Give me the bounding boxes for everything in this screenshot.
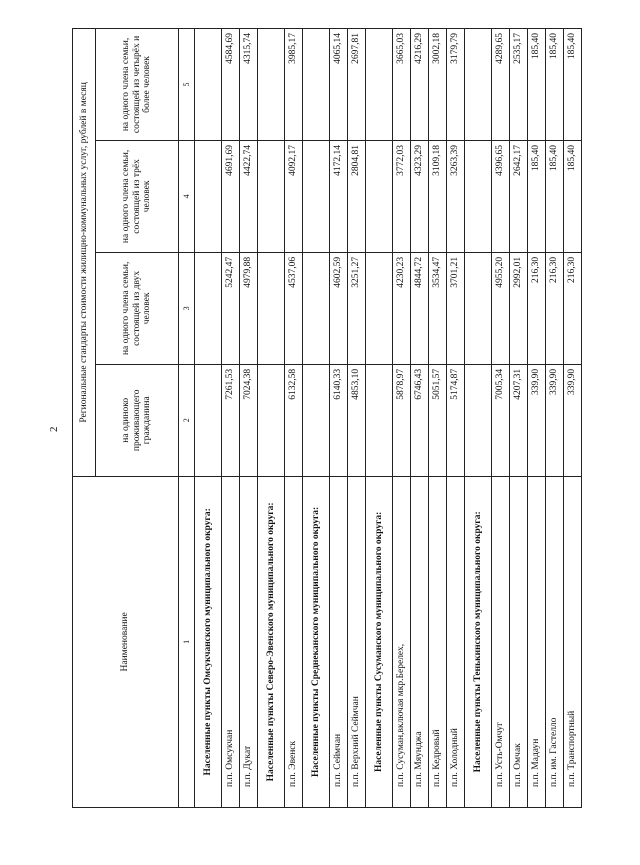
empty-cell (366, 252, 393, 364)
value-cell: 4853,10 (348, 364, 366, 476)
value-cell: 5051,57 (429, 364, 447, 476)
empty-cell (465, 364, 492, 476)
table-group-row (195, 29, 222, 808)
table-row (564, 29, 582, 808)
value-cell: 3665,03 (393, 29, 411, 141)
value-cell: 2642,17 (510, 140, 528, 252)
empty-cell (465, 29, 492, 141)
table-row (411, 29, 429, 808)
value-cell: 6140,33 (330, 364, 348, 476)
column-header-three: на одного члена семьи, состоящей из трёх человек (96, 140, 179, 252)
settlement-name: п.п. Омсукчан (222, 476, 240, 807)
value-cell: 216,30 (564, 252, 582, 364)
table-group-row (366, 29, 393, 808)
table-row (393, 29, 411, 808)
value-cell: 3179,79 (447, 29, 465, 141)
settlement-name: п.п. Дукат (240, 476, 258, 807)
value-cell: 4584,69 (222, 29, 240, 141)
value-cell: 2535,17 (510, 29, 528, 141)
settlement-name: п.п. Сеймчан (330, 476, 348, 807)
page-number: 2 (48, 426, 60, 432)
empty-cell (195, 364, 222, 476)
table-row (348, 29, 366, 808)
value-cell: 3701,21 (447, 252, 465, 364)
table-group-row (465, 29, 492, 808)
value-cell: 2992,01 (510, 252, 528, 364)
column-index: 2 (179, 364, 195, 476)
column-index: 4 (179, 140, 195, 252)
empty-cell (195, 140, 222, 252)
table-row (528, 29, 546, 808)
table-row (240, 29, 258, 808)
settlement-name: п.п. Транспортный (564, 476, 582, 807)
table-row (447, 29, 465, 808)
column-index: 5 (179, 29, 195, 141)
settlement-name: п.п. Омчак (510, 476, 528, 807)
rotated-table-wrapper (72, 28, 578, 808)
value-cell: 185,40 (546, 140, 564, 252)
value-cell: 3002,18 (429, 29, 447, 141)
table-row (546, 29, 564, 808)
column-index: 1 (179, 476, 195, 807)
empty-cell (195, 29, 222, 141)
group-label: Населенные пункты Среднеканского муниципального округа: (303, 476, 330, 807)
value-cell: 7005,34 (492, 364, 510, 476)
value-cell: 4396,65 (492, 140, 510, 252)
table-row (330, 29, 348, 808)
empty-cell (465, 252, 492, 364)
table-row (429, 29, 447, 808)
housing-standards-table (72, 28, 582, 808)
settlement-name: п.п. им. Гастелло (546, 476, 564, 807)
value-cell: 3251,27 (348, 252, 366, 364)
empty-cell (258, 364, 285, 476)
empty-cell (303, 29, 330, 141)
value-cell: 339,90 (546, 364, 564, 476)
value-cell: 216,30 (546, 252, 564, 364)
table-row (510, 29, 528, 808)
value-cell: 4602,59 (330, 252, 348, 364)
value-cell: 4289,65 (492, 29, 510, 141)
group-label: Населенные пункты Омсукчанского муниципального округа: (195, 476, 222, 807)
value-cell: 5242,47 (222, 252, 240, 364)
value-cell: 4537,06 (285, 252, 303, 364)
empty-cell (258, 29, 285, 141)
column-header-single: на одиноко проживающего гражданина (96, 364, 179, 476)
settlement-name: п.п. Кедровый (429, 476, 447, 807)
value-cell: 339,90 (564, 364, 582, 476)
value-cell: 4422,74 (240, 140, 258, 252)
settlement-name: п.п. Усть-Омчуг (492, 476, 510, 807)
column-header-four-plus: на одного члена семьи, состоящей из четырёх и более человек (96, 29, 179, 141)
settlement-name: п.п. Эвенск (285, 476, 303, 807)
group-label: Населенные пункты Тенькинского муниципального округа: (465, 476, 492, 807)
value-cell: 216,30 (528, 252, 546, 364)
value-cell: 3109,18 (429, 140, 447, 252)
table-row (285, 29, 303, 808)
value-cell: 4955,20 (492, 252, 510, 364)
table-group-row (303, 29, 330, 808)
value-cell: 4315,74 (240, 29, 258, 141)
empty-cell (258, 140, 285, 252)
column-header-span: Региональные стандарты стоимости жилищно-коммунальных услуг, рублей в месяц (73, 29, 96, 477)
empty-cell (303, 364, 330, 476)
value-cell: 2697,81 (348, 29, 366, 141)
value-cell: 3263,39 (447, 140, 465, 252)
settlement-name: п.п. Мадаун (528, 476, 546, 807)
settlement-name: п.п. Сусуман,включая мкр.Берелех, (393, 476, 411, 807)
value-cell: 2804,81 (348, 140, 366, 252)
value-cell: 5174,87 (447, 364, 465, 476)
value-cell: 3985,17 (285, 29, 303, 141)
value-cell: 4172,14 (330, 140, 348, 252)
column-header-two: на одного члена семьи, состоящей из двух человек (96, 252, 179, 364)
value-cell: 4207,31 (510, 364, 528, 476)
empty-cell (366, 140, 393, 252)
empty-cell (303, 252, 330, 364)
value-cell: 185,40 (564, 29, 582, 141)
settlement-name: п.п. Мяунджа (411, 476, 429, 807)
value-cell: 3772,03 (393, 140, 411, 252)
value-cell: 4230,23 (393, 252, 411, 364)
empty-cell (465, 140, 492, 252)
value-cell: 3534,47 (429, 252, 447, 364)
column-header-name: Наименование (73, 476, 179, 807)
value-cell: 4979,88 (240, 252, 258, 364)
settlement-name: п.п. Холодный (447, 476, 465, 807)
empty-cell (195, 252, 222, 364)
value-cell: 4216,29 (411, 29, 429, 141)
empty-cell (303, 140, 330, 252)
value-cell: 185,40 (546, 29, 564, 141)
table-group-row (258, 29, 285, 808)
value-cell: 4691,69 (222, 140, 240, 252)
value-cell: 185,40 (528, 29, 546, 141)
empty-cell (366, 364, 393, 476)
table-row (492, 29, 510, 808)
settlement-name: п.п. Верхний Сеймчан (348, 476, 366, 807)
value-cell: 4092,17 (285, 140, 303, 252)
value-cell: 7024,38 (240, 364, 258, 476)
value-cell: 4323,29 (411, 140, 429, 252)
value-cell: 7261,53 (222, 364, 240, 476)
value-cell: 6132,58 (285, 364, 303, 476)
table-row (222, 29, 240, 808)
value-cell: 339,90 (528, 364, 546, 476)
empty-cell (258, 252, 285, 364)
value-cell: 4844,72 (411, 252, 429, 364)
value-cell: 185,40 (528, 140, 546, 252)
group-label: Населенные пункты Сусуманского муниципального округа: (366, 476, 393, 807)
empty-cell (366, 29, 393, 141)
group-label: Населенные пункты Северо-Эвенского муниципального округа: (258, 476, 285, 807)
column-index: 3 (179, 252, 195, 364)
value-cell: 5878,97 (393, 364, 411, 476)
value-cell: 4065,14 (330, 29, 348, 141)
value-cell: 185,40 (564, 140, 582, 252)
table-body (195, 29, 582, 808)
value-cell: 6746,43 (411, 364, 429, 476)
